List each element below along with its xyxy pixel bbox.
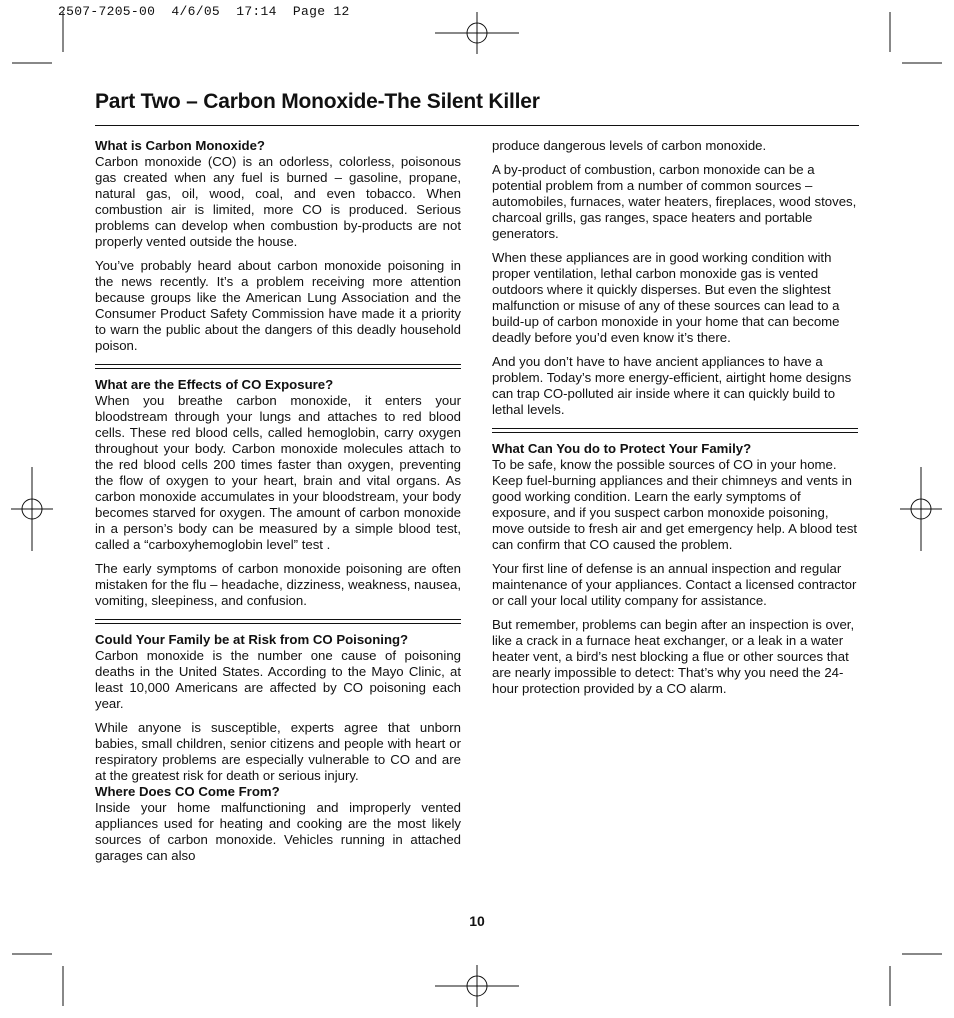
paragraph: Your first line of defense is an annual inspection and regular maintenance of your appliances. Contact a licensed contractor or call your local utility company for assistance. (492, 561, 857, 608)
paragraph: Carbon monoxide is the number one cause of poisoning deaths in the United States. According to the Mayo Clinic, at least 10,000 Americans are affected by CO poisoning each year. (95, 648, 461, 711)
paragraph: When these appliances are in good working condition with proper ventilation, lethal carbon monoxide gas is vented outdoors where it quickly disperses. But even the slightest malfunction or misuse of any of these sources can lead to a build-up of carbon monoxide in your home that can become deadly before you’d even know it’s there. (492, 250, 840, 345)
title-rule (95, 125, 859, 126)
registration-target-bottom (435, 965, 519, 1007)
section-divider (492, 428, 858, 433)
paragraph: When you breathe carbon monoxide, it enters your bloodstream through your lungs and attaches to red blood cells. These red blood cells, called hemoglobin, carry oxygen throughout your body. Carbon monoxide molecules attach to the red blood cells 200 times faster than oxygen, preventing the flow of oxygen to your heart, brain and vital organs. As carbon monoxide accumulates in your bloodstream, your body becomes starved for oxygen. The amount of carbon monoxide in a person’s body can be measured by a simple blood test, called a “carboxyhemoglobin level” test . (95, 393, 461, 552)
section-heading: What Can You do to Protect Your Family? (492, 441, 752, 456)
section-protect-family (492, 441, 858, 697)
paragraph: But remember, problems can begin after an inspection is over, like a crack in a furnace heat exchanger, or a leak in a water heater vent, a bird’s nest blocking a flue or other sources that are nearly impossible to detect: That’s why you need the 24-hour protection provided by a CO alarm. (492, 617, 855, 696)
paragraph: produce dangerous levels of carbon monoxide. (492, 138, 767, 153)
registration-target-top (435, 12, 519, 54)
paragraph: A by-product of combustion, carbon monoxide can be a potential problem from a number of common sources – automobiles, furnaces, water heaters, fireplaces, wood stoves, charcoal grills, gas ranges, space heaters and portable generators. (492, 162, 857, 241)
paragraph: The early symptoms of carbon monoxide poisoning are often mistaken for the flu – headache, dizziness, weakness, nausea, vomiting, sleepiness, and confusion. (95, 561, 461, 608)
section-heading: What are the Effects of CO Exposure? (95, 377, 334, 392)
paragraph: You’ve probably heard about carbon monoxide poisoning in the news recently. It’s a problem receiving more attention because groups like the American Lung Association and the Consumer Product Safety Commission have made it a priority to warn the public about the dangers of this deadly household poison. (95, 258, 461, 353)
section-heading: Could Your Family be at Risk from CO Poisoning? (95, 632, 409, 647)
paragraph: Inside your home malfunctioning and improperly vented appliances used for heating and cooking are the most likely sources of carbon monoxide. Vehicles running in attached garages can also (95, 800, 461, 863)
paragraph: Carbon monoxide (CO) is an odorless, colorless, poisonous gas created when any fuel is burned – gasoline, propane, natural gas, oil, wood, coal, and even tobacco. When combustion air is limited, more CO is produced. Serious problems can develop when combustion by-products are not properly vented outside the house. (95, 154, 461, 249)
left-column (95, 138, 461, 864)
section-heading: What is Carbon Monoxide? (95, 138, 265, 153)
page-number: 10 (469, 913, 485, 929)
section-family-risk (95, 632, 461, 784)
section-where-co-comes-from (95, 784, 461, 864)
paragraph: While anyone is susceptible, experts agree that unborn babies, small children, senior citizens and people with heart or respiratory problems are especially vulnerable to CO and are at the greatest risk for death or serious injury. (95, 720, 461, 783)
section-effects-of-exposure (95, 377, 461, 609)
section-what-is-co (95, 138, 461, 354)
paragraph: To be safe, know the possible sources of CO in your home. Keep fuel-burning appliances and their chimneys and vents in good working condition. Learn the early symptoms of exposure, and if you suspect carbon monoxide poisoning, move outside to fresh air and get emergency help. A blood test can confirm that CO caused the problem. (492, 457, 858, 552)
right-column (492, 138, 858, 697)
registration-target-right (900, 467, 942, 551)
section-divider (95, 364, 461, 369)
print-slug: 2507-7205-00 4/6/05 17:14 Page 12 (58, 4, 350, 19)
section-divider (95, 619, 461, 624)
page-title: Part Two – Carbon Monoxide-The Silent Killer (95, 90, 540, 113)
section-heading: Where Does CO Come From? (95, 784, 280, 799)
paragraph: And you don’t have to have ancient appliances to have a problem. Today’s more energy-efficient, airtight home designs can trap CO-polluted air inside where it can quickly build to lethal levels. (492, 354, 852, 417)
registration-target-left (11, 467, 53, 551)
